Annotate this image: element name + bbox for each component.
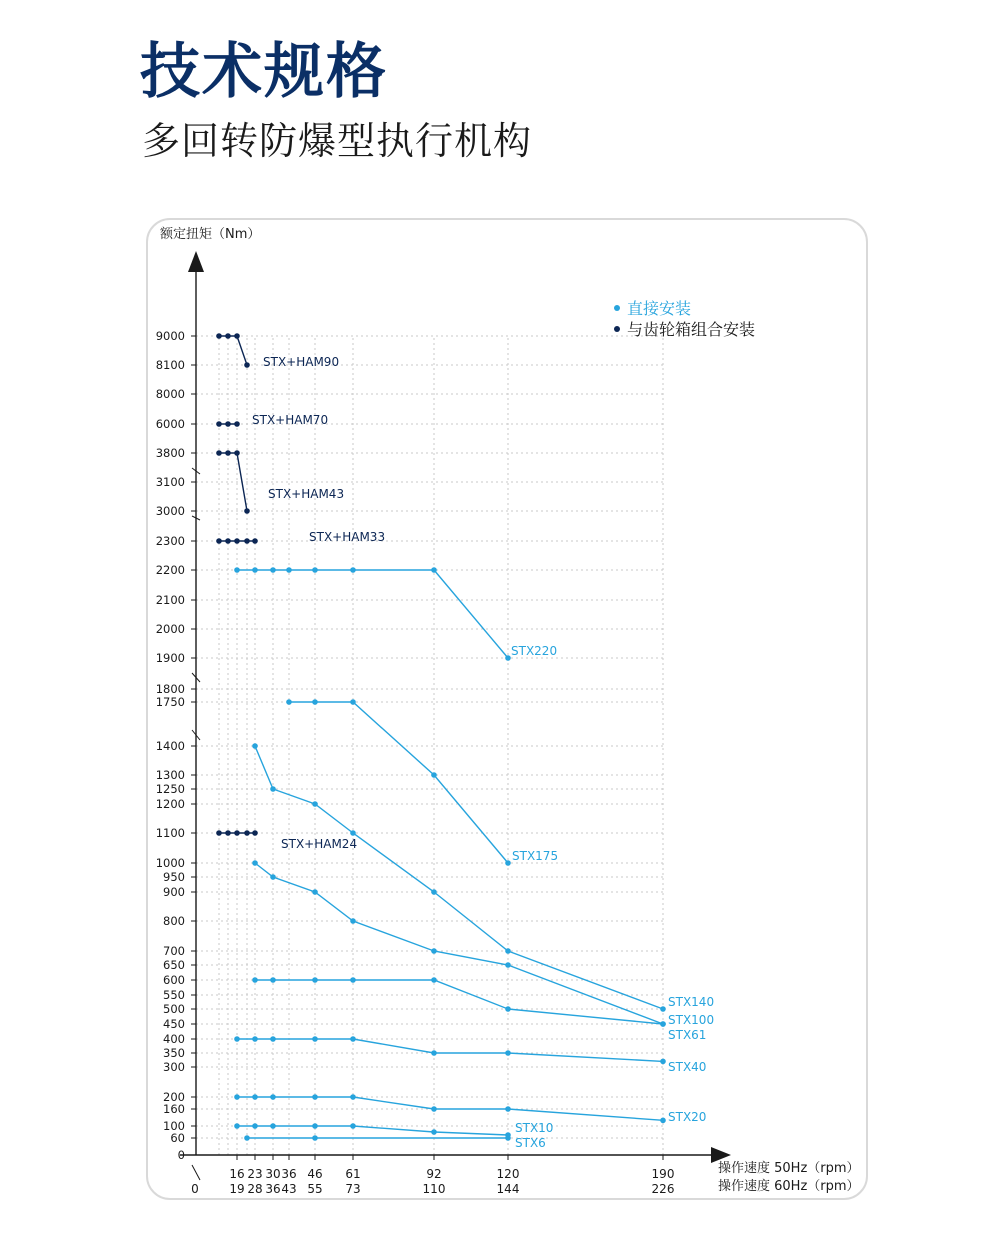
- series-line-stx40: [237, 1039, 663, 1061]
- data-point-stx175: [505, 860, 511, 866]
- legend-dot-direct: [614, 305, 620, 311]
- data-point-stx100: [252, 860, 258, 866]
- y-tick-label: 900: [163, 885, 185, 899]
- data-point-stx-ham43: [244, 508, 250, 514]
- y-tick-label: 650: [163, 958, 185, 972]
- axes: [160, 226, 731, 1180]
- data-point-stx61: [505, 1006, 511, 1012]
- series-label-stx-ham70: STX+HAM70: [252, 413, 329, 427]
- data-point-stx220: [431, 567, 437, 573]
- legend-label-direct: 直接安装: [627, 299, 692, 318]
- y-tick-label: 100: [163, 1119, 185, 1133]
- y-tick-label: 2200: [155, 563, 185, 577]
- data-point-stx20: [234, 1094, 240, 1100]
- x-axis-ticks: [191, 1155, 859, 1196]
- data-point-stx140: [252, 743, 258, 749]
- data-point-stx-ham90: [234, 333, 240, 339]
- y-tick-label: 2300: [155, 534, 185, 548]
- y-tick-label: 1750: [155, 695, 185, 709]
- data-point-stx140: [350, 830, 356, 836]
- data-point-stx100: [312, 889, 318, 895]
- y-tick-label: 8100: [155, 358, 185, 372]
- y-tick-label: 700: [163, 944, 185, 958]
- data-point-stx-ham24: [244, 830, 250, 836]
- x-tick-label-60hz: 43: [281, 1182, 297, 1196]
- data-point-stx40: [505, 1050, 511, 1056]
- x-tick-label-60hz: 55: [307, 1182, 323, 1196]
- data-point-stx20: [252, 1094, 258, 1100]
- series-label-stx-ham33: STX+HAM33: [309, 530, 386, 544]
- data-point-stx-ham43: [234, 450, 240, 456]
- data-point-stx220: [234, 567, 240, 573]
- series-label-stx220: STX220: [511, 644, 558, 658]
- y-tick-label: 1250: [155, 782, 185, 796]
- data-point-stx40: [252, 1036, 258, 1042]
- data-point-stx-ham90: [216, 333, 222, 339]
- data-point-stx-ham33: [252, 538, 258, 544]
- data-point-stx61: [350, 977, 356, 983]
- series-label-stx140: STX140: [668, 995, 715, 1009]
- series-label-stx-ham90: STX+HAM90: [263, 355, 340, 369]
- data-point-stx140: [312, 801, 318, 807]
- data-point-stx-ham33: [244, 538, 250, 544]
- data-point-stx10: [252, 1123, 258, 1129]
- data-point-stx175: [431, 772, 437, 778]
- data-point-stx-ham43: [225, 450, 231, 456]
- data-point-stx175: [350, 699, 356, 705]
- legend-item-gearbox: [614, 319, 755, 340]
- data-point-stx100: [431, 948, 437, 954]
- data-point-stx220: [286, 567, 292, 573]
- data-point-stx220: [505, 655, 511, 661]
- series-label-stx-ham24: STX+HAM24: [281, 837, 358, 851]
- y-tick-label: 2100: [155, 593, 185, 607]
- series-labels: [252, 355, 714, 1150]
- data-point-stx61: [431, 977, 437, 983]
- data-point-stx40: [660, 1059, 666, 1065]
- data-point-stx175: [286, 699, 292, 705]
- y-tick-label: 350: [163, 1046, 185, 1060]
- y-tick-label: 60: [170, 1131, 185, 1145]
- y-tick-label: 950: [163, 870, 185, 884]
- page-title: 技术规格: [140, 37, 388, 107]
- series-line-stx220: [237, 570, 508, 658]
- data-point-stx-ham70: [216, 421, 222, 427]
- y-tick-label: 1000: [155, 856, 185, 870]
- x-tick-label-60hz: 28: [247, 1182, 263, 1196]
- data-point-stx20: [660, 1118, 666, 1124]
- x-tick-label-50hz: 61: [345, 1167, 361, 1181]
- data-point-stx-ham70: [225, 421, 231, 427]
- y-tick-label: 1100: [155, 826, 185, 840]
- y-tick-label: 1400: [155, 739, 185, 753]
- series-line-stx10: [237, 1126, 508, 1135]
- y-tick-label: 1900: [155, 651, 185, 665]
- data-point-stx140: [505, 948, 511, 954]
- data-point-stx40: [431, 1050, 437, 1056]
- y-tick-label: 6000: [155, 417, 185, 431]
- series-lines: [216, 333, 666, 1141]
- y-tick-label: 160: [163, 1102, 185, 1116]
- x-axis-title-60hz: 操作速度 60Hz（rpm）: [718, 1179, 860, 1194]
- legend-item-direct: [614, 298, 755, 319]
- series-label-stx6: STX6: [515, 1136, 546, 1150]
- x-tick-label-50hz: 92: [426, 1167, 442, 1181]
- data-point-stx100: [270, 874, 276, 880]
- data-point-stx61: [270, 977, 276, 983]
- data-point-stx-ham24: [252, 830, 258, 836]
- y-tick-label: 500: [163, 1002, 185, 1016]
- data-point-stx220: [252, 567, 258, 573]
- y-axis-arrow: [188, 251, 204, 272]
- data-point-stx140: [660, 1006, 666, 1012]
- x-tick-label-50hz: 190: [651, 1167, 675, 1181]
- x-tick-label-50hz: 46: [307, 1167, 323, 1181]
- y-tick-label: 3000: [155, 504, 185, 518]
- y-tick-label: 3800: [155, 446, 185, 460]
- y-tick-label: 550: [163, 988, 185, 1002]
- data-point-stx-ham70: [234, 421, 240, 427]
- data-point-stx-ham33: [234, 538, 240, 544]
- y-tick-label: 450: [163, 1017, 185, 1031]
- y-tick-label: 2000: [155, 622, 185, 636]
- data-point-stx10: [350, 1123, 356, 1129]
- data-point-stx20: [350, 1094, 356, 1100]
- data-point-stx61: [252, 977, 258, 983]
- data-point-stx220: [350, 567, 356, 573]
- data-point-stx61: [312, 977, 318, 983]
- x-tick-label-60hz: 144: [496, 1182, 520, 1196]
- data-point-stx100: [505, 962, 511, 968]
- data-point-stx140: [270, 786, 276, 792]
- data-point-stx6: [505, 1135, 511, 1141]
- x-origin-label: 0: [191, 1182, 199, 1196]
- data-point-stx6: [312, 1135, 318, 1141]
- series-label-stx20: STX20: [668, 1110, 707, 1124]
- data-point-stx40: [234, 1036, 240, 1042]
- data-point-stx40: [350, 1036, 356, 1042]
- data-point-stx-ham33: [216, 538, 222, 544]
- data-point-stx20: [270, 1094, 276, 1100]
- legend: [614, 298, 755, 340]
- axis-break: [192, 1165, 200, 1180]
- x-tick-label-60hz: 19: [229, 1182, 245, 1196]
- x-tick-label-50hz: 30: [265, 1167, 281, 1181]
- y-tick-label: 400: [163, 1032, 185, 1046]
- x-tick-label-60hz: 73: [345, 1182, 361, 1196]
- data-point-stx140: [431, 889, 437, 895]
- y-tick-label: 8000: [155, 387, 185, 401]
- y-tick-label: 1800: [155, 682, 185, 696]
- y-tick-label: 200: [163, 1090, 185, 1104]
- x-axis-title-50hz: 操作速度 50Hz（rpm）: [718, 1161, 860, 1176]
- x-tick-label-60hz: 36: [265, 1182, 281, 1196]
- data-point-stx6: [244, 1135, 250, 1141]
- y-tick-label: 300: [163, 1060, 185, 1074]
- series-label-stx10: STX10: [515, 1121, 554, 1135]
- x-tick-label-50hz: 23: [247, 1167, 263, 1181]
- y-tick-label: 0: [177, 1148, 185, 1162]
- data-point-stx-ham90: [244, 362, 250, 368]
- y-tick-label: 1200: [155, 797, 185, 811]
- series-label-stx40: STX40: [668, 1060, 707, 1074]
- y-tick-label: 9000: [155, 329, 185, 343]
- legend-dot-gearbox: [614, 326, 620, 332]
- data-point-stx220: [270, 567, 276, 573]
- x-tick-label-60hz: 226: [651, 1182, 675, 1196]
- data-point-stx40: [270, 1036, 276, 1042]
- y-tick-label: 1300: [155, 768, 185, 782]
- y-tick-label: 800: [163, 914, 185, 928]
- y-tick-label: 3100: [155, 475, 185, 489]
- x-tick-label-50hz: 36: [281, 1167, 297, 1181]
- data-point-stx20: [312, 1094, 318, 1100]
- y-axis-title: 额定扭矩（Nm）: [160, 227, 261, 242]
- data-point-stx-ham33: [225, 538, 231, 544]
- series-label-stx100: STX100: [668, 1013, 715, 1027]
- data-point-stx40: [312, 1036, 318, 1042]
- data-point-stx20: [505, 1106, 511, 1112]
- y-tick-label: 600: [163, 973, 185, 987]
- data-point-stx10: [234, 1123, 240, 1129]
- data-point-stx10: [270, 1123, 276, 1129]
- series-label-stx61: STX61: [668, 1028, 707, 1042]
- series-line-stx20: [237, 1097, 663, 1120]
- data-point-stx10: [431, 1129, 437, 1135]
- data-point-stx220: [312, 567, 318, 573]
- x-tick-label-60hz: 110: [422, 1182, 446, 1196]
- series-label-stx175: STX175: [512, 849, 559, 863]
- data-point-stx100: [350, 918, 356, 924]
- data-point-stx175: [312, 699, 318, 705]
- x-tick-label-50hz: 120: [496, 1167, 520, 1181]
- y-axis-ticks: [156, 329, 196, 1162]
- data-point-stx61: [660, 1021, 666, 1027]
- legend-label-gearbox: 与齿轮箱组合安装: [627, 320, 756, 339]
- x-tick-label-50hz: 16: [229, 1167, 245, 1181]
- series-line-stx-ham90: [219, 336, 247, 365]
- data-point-stx20: [431, 1106, 437, 1112]
- data-point-stx-ham43: [216, 450, 222, 456]
- data-point-stx-ham24: [216, 830, 222, 836]
- series-label-stx-ham43: STX+HAM43: [268, 487, 345, 501]
- grid-lines: [196, 336, 663, 1155]
- data-point-stx10: [312, 1123, 318, 1129]
- data-point-stx-ham24: [234, 830, 240, 836]
- data-point-stx-ham24: [225, 830, 231, 836]
- page-subtitle: 多回转防爆型执行机构: [142, 119, 533, 163]
- data-point-stx-ham90: [225, 333, 231, 339]
- series-line-stx100: [255, 863, 663, 1024]
